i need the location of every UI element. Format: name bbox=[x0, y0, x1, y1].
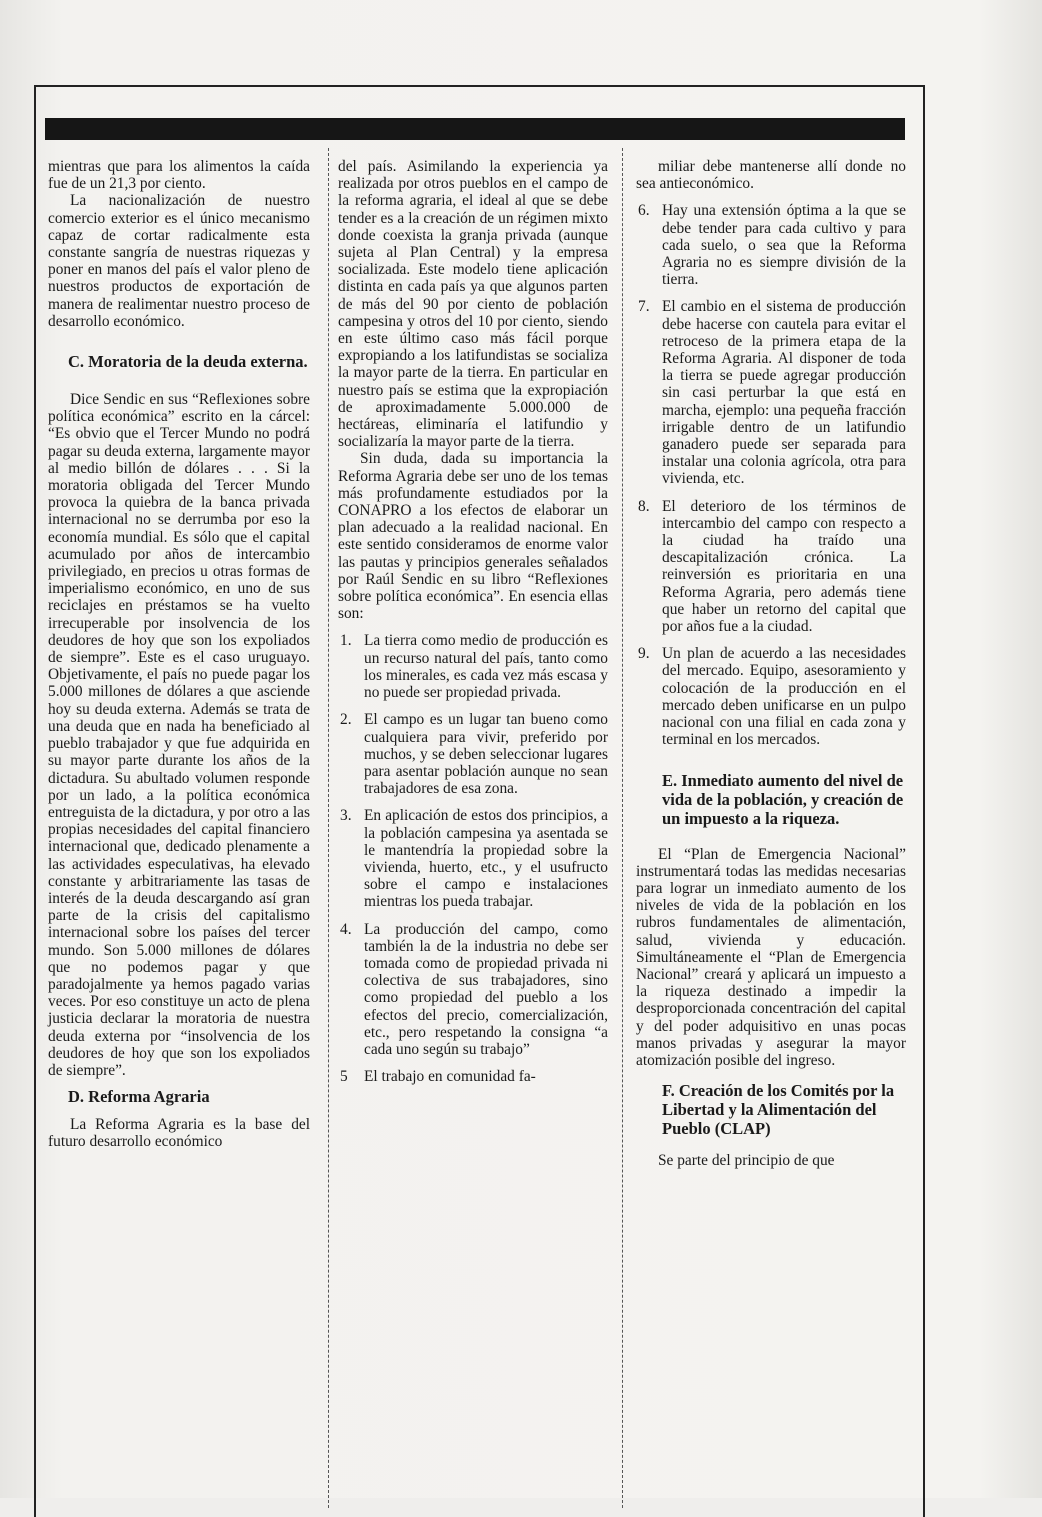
list-text: El deterioro de los términos de intercambio del campo con respecto a la ciudad ha traído una descapitalización crónica. La reinversión es prioritaria en una Reforma Agraria, pero además tiene que haber un retorno del capital que por años fue a la ciudad. bbox=[662, 497, 906, 636]
list-text: El cambio en el sistema de producción debe hacerse con cautela para evitar el retroceso de la primera etapa de la Reforma Agraria. Al disponer de toda la tierra se puede agregar producción sin casi perturbar la que está en marcha, ejemplo: una pequeña fracción irrigable dentro de un latifundio ganadero puede ser separada para instalar una colonia agrícola, otra para vivienda, etc. bbox=[662, 298, 906, 488]
list-item bbox=[338, 921, 608, 1059]
paragraph: La Reforma Agraria es la base del futuro desarrollo económico bbox=[48, 1116, 310, 1151]
column-rule-2 bbox=[622, 148, 623, 1508]
paragraph: Dice Sendic en sus “Reflexiones sobre política económica” escrito en la cárcel: “Es obvio que el Tercer Mundo no podrá pagar su deuda externa, largamente mayor al medio billón de dólares . . . Si la moratoria obligada del Tercer Mundo provoca la quiebra de la banca privada internacional no se derrumba por eso la economía mundial. Es sólo que el capital acumulado por años de intercambio privilegiado, en precios u otras formas de imperialismo económico, en uno de sus reciclajes en préstamos se ha vuelto irrecuperable por insolvencia de los deudores de hoy que son los expoliados de siempre”. Este es el caso uruguayo. Objetivamente, el país no puede pagar los 5.000 millones de dólares a que asciende hoy su deuda externa. Además se trata de una deuda que en nada ha beneficiado al pueblo trabajador y que fue adquirida en su mayor parte durante los años de la dictadura. Su abultado volumen responde por un lado, a la política económica entreguista de la dictadura, y por otro a las propias necesidades del capital financiero internacional que, dedicado plenamente a las actividades especulativas, ha elevado constante y arbitrariamente las tasas de interés de la deuda descargando así gran parte de la crisis del capitalismo internacional sobre los países del tercer mundo. Son 5.000 millones de dólares que no podemos pagar y que paradojalmente ya hemos pagado varias veces. Por eso constituye un acto de plena justicia declarar la moratoria de nuestra deuda externa por “insolvencia de los deudores de hoy que son los expoliados de siempre”. bbox=[48, 391, 310, 1079]
paragraph: Sin duda, dada su importancia la Reforma Agraria debe ser uno de los temas más profundamente estudiados por la CONAPRO a los efectos de elaborar un plan adecuado a la realidad nacional. En este sentido consideramos de enorme valor las pautas y principios generales señalados por Raúl Sendic en su libro “Reflexiones sobre política económica”. En esencia ellas son: bbox=[338, 450, 608, 623]
section-heading-f: F. Creación de los Comités por la Libertad y la Alimentación del Pueblo (CLAP) bbox=[662, 1081, 895, 1139]
paragraph: del país. Asimilando la experiencia ya realizada por otros pueblos en el campo de la reforma agraria, el ideal al que se debe tender es a la creación de un régimen mixto donde coexista la granja privada (aunque sujeta al Plan Central) y la empresa socializada. Este modelo tiene aplicación distinta en cada país ya que algunos parten de más del 90 por ciento de población campesina y otros del 10 por ciento, siendo en este último caso más fácil porque expropiando a los latifundistas se socializa la mayor parte de la tierra. En particular en nuestro país se estima que la expropiación de aproximadamente 5.000.000 de hectáreas, eliminaría el latifundio y socializaría la mayor parte de la tierra. bbox=[338, 158, 608, 451]
principles-list bbox=[338, 632, 608, 1085]
column-3 bbox=[636, 158, 906, 1169]
paragraph: miliar debe mantenerse allí donde no sea antieconómico. bbox=[636, 158, 906, 193]
list-number: 7. bbox=[638, 298, 650, 316]
paragraph: mientras que para los alimentos la caída fue de un 21,3 por ciento. bbox=[48, 158, 310, 193]
section-heading-c: C. Moratoria de la deuda externa. bbox=[68, 352, 308, 372]
list-number: 4. bbox=[340, 920, 352, 938]
section-heading-e: E. Inmediato aumento del nivel de vida de la población, y creación de un impuesto a la riqueza. bbox=[662, 770, 904, 828]
list-number: 3. bbox=[340, 807, 352, 825]
list-number: 2. bbox=[340, 711, 352, 729]
list-item bbox=[338, 711, 608, 797]
paragraph: El “Plan de Emergencia Nacional” instrumentará todas las medidas necesarias para lograr un inmediato aumento de los niveles de vida de la población en los rubros fundamentales de alimentación, salud, vivienda y educación. Simultáneamente el “Plan de Emergencia Nacional” creará y aplicará un impuesto a la riqueza destinado a impedir la desproporcionada concentración del capital y del poder adquisitivo en unas pocas manos privadas y asegurar la mayor atomización posible del ingreso. bbox=[636, 845, 906, 1069]
list-number: 6. bbox=[638, 202, 650, 220]
list-item bbox=[636, 298, 906, 487]
list-number: 5 bbox=[340, 1068, 348, 1086]
list-number: 8. bbox=[638, 497, 650, 515]
list-number: 9. bbox=[638, 645, 650, 663]
column-rule-1 bbox=[328, 148, 329, 1508]
list-text: Hay una extensión óptima a la que se debe tender para cada cultivo y para cada suelo, o sea que la Reforma Agraria no es siempre división de la tierra. bbox=[662, 202, 906, 289]
paragraph: La nacionalización de nuestro comercio exterior es el único mecanismo capaz de cortar radicalmente esta constante sangría de nuestras riquezas y poner en manos del país el valor pleno de nuestros productos de exportación de manera de realimentar nuestro proceso de desarrollo económico. bbox=[48, 192, 310, 330]
column-2 bbox=[338, 158, 608, 1085]
list-number: 1. bbox=[340, 632, 352, 650]
list-text: Un plan de acuerdo a las necesidades del mercado. Equipo, asesoramiento y colocación de la producción en el mercado deben unificarse en un pulpo nacional con una filial en cada zona y terminal en los mercados. bbox=[662, 645, 906, 749]
list-item bbox=[636, 498, 906, 636]
list-text: El trabajo en comunidad fa- bbox=[364, 1068, 536, 1086]
list-item bbox=[338, 632, 608, 701]
paragraph: Se parte del principio de que bbox=[658, 1152, 835, 1170]
column-1 bbox=[48, 158, 310, 1151]
section-heading-d: D. Reforma Agraria bbox=[68, 1087, 210, 1107]
list-text: La producción del campo, como también la de la industria no debe ser tomada como de propiedad privada ni colectiva de sus trabajadores, sino como propiedad del pueblo a los efectos del precio, comercialización, etc., pero respetando la consigna “a cada uno según su trabajo” bbox=[364, 920, 608, 1058]
list-item bbox=[636, 202, 906, 288]
list-item bbox=[338, 1068, 608, 1085]
list-text: La tierra como medio de producción es un recurso natural del país, tanto como los minerales, es cada vez más escasa y no puede ser propiedad privada. bbox=[364, 632, 608, 702]
list-text: El campo es un lugar tan bueno como cualquiera para vivir, preferido por muchos, y se deben seleccionar lugares para asentar población aunque no sean trabajadores de esa zona. bbox=[364, 711, 608, 798]
principles-list-continued bbox=[636, 202, 906, 748]
list-text: En aplicación de estos dos principios, a la población campesina ya asentada se le mantendría la propiedad sobre la vivienda, huerto, etc., y el usufructo sobre el campo e instalaciones mientras los pueda trabajar. bbox=[364, 807, 608, 911]
header-band bbox=[45, 118, 905, 140]
list-item bbox=[338, 807, 608, 910]
list-item bbox=[636, 645, 906, 748]
